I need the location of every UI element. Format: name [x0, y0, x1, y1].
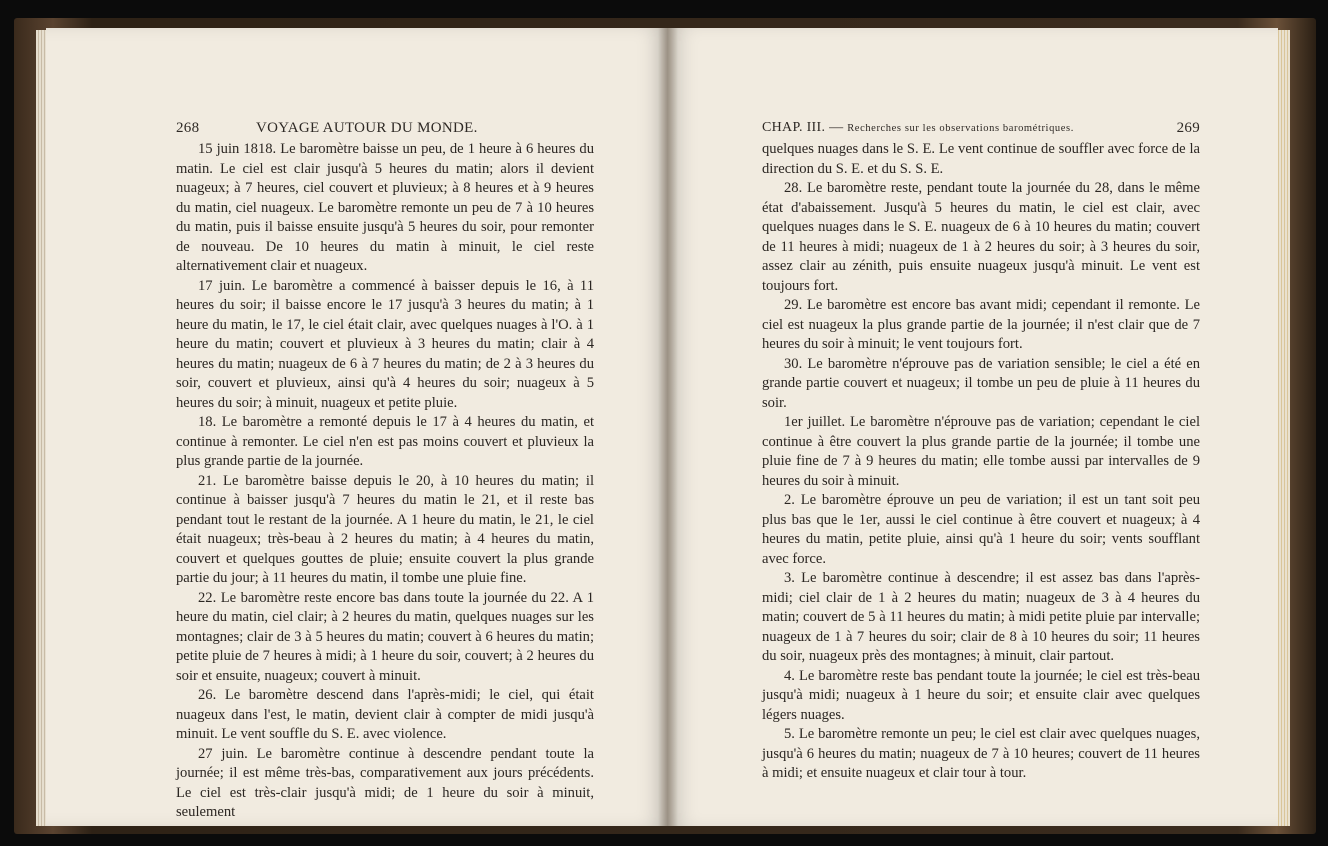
paragraph: 30. Le baromètre n'éprouve pas de variation sensible; le ciel a été en grande partie couvert et nuageux; il tombe un peu de pluie à 11 heures du soir.: [762, 355, 1200, 411]
chapter-title: Recherches sur les observations barométriques.: [847, 123, 1074, 134]
page-number: 269: [1176, 120, 1200, 136]
paragraph: 17 juin. Le baromètre a commencé à baisser depuis le 16, à 11 heures du soir; il baisse encore le 17 jusqu'à 3 heures du matin; à 1 heure du matin, le 17, le ciel était clair, avec quelques nuages à l'O. à 1 heure du matin; couvert et pluvieux à 3 heures du matin; clair à 4 heures du matin; nuageux de 6 à 7 heures du matin; de 2 à 3 heures du soir, couvert et pluvieux, ainsi qu'à 4 heures du soir; nuageux à 5 heures du soir; à minuit, nuageux et petite pluie.: [176, 277, 594, 411]
paragraph: 4. Le baromètre reste bas pendant toute la journée; le ciel est très-beau jusqu'à midi; nuageux à 1 heure du soir; et ensuite clair avec quelques légers nuages.: [762, 667, 1200, 723]
page-edges-right: [1276, 30, 1290, 826]
paragraph: 22. Le baromètre reste encore bas dans toute la journée du 22. A 1 heure du matin, ciel clair; à 2 heures du matin, quelques nuages sur les montagnes; clair de 3 à 5 heures du matin; couvert à 6 heures du matin; petite pluie de 7 heures à midi; à 1 heure du soir, couvert; à 2 heures du soir et ensuite, nuageux; couvert à minuit.: [176, 589, 594, 684]
paragraph: 15 juin 1818. Le baromètre baisse un peu, de 1 heure à 6 heures du matin. Le ciel est clair jusqu'à 5 heures du matin; alors il devient nuageux; à 7 heures, ciel couvert et pluvieux; à 8 heures et à 9 heures du matin, ciel nuageux. Le baromètre remonte un peu de 7 à 10 heures du matin, puis il baisse ensuite jusqu'à 5 heures du soir, pour remonter de nouveau. De 10 heures du matin à minuit, le ciel reste alternativement clair et nuageux.: [176, 141, 594, 274]
running-head: [762, 120, 1074, 136]
left-page-body: [176, 140, 594, 823]
paragraph: 1er juillet. Le baromètre n'éprouve pas de variation; cependant le ciel continue à être couvert la plus grande partie de la journée; il tombe une pluie fine de 7 à 9 heures du matin; elle tombe aussi par intervalles de 9 heures du soir à minuit.: [762, 414, 1200, 489]
left-page: [46, 28, 668, 826]
paragraph: 2. Le baromètre éprouve un peu de variation; il est un tant soit peu plus bas que le 1er, aussi le ciel continue à être couvert et nuageux; à 4 heures du matin, petite pluie, ainsi qu'à 1 heure du soir; vents soufflant avec force.: [762, 492, 1200, 567]
book-gutter: [658, 28, 678, 826]
page-number: 268: [176, 120, 200, 136]
paragraph: quelques nuages dans le S. E. Le vent continue de souffler avec force de la direction du S. E. et du S. S. E.: [762, 141, 1200, 177]
paragraph: 27 juin. Le baromètre continue à descendre pendant toute la journée; il est même très-bas, comparativement aux jours précédents. Le ciel est très-clair jusqu'à midi; de 1 heure du soir à minuit, seulement: [176, 745, 594, 820]
paragraph: 29. Le baromètre est encore bas avant midi; cependant il remonte. Le ciel est nuageux la plus grande partie de la journée; il n'est clair que de 7 heures du soir à minuit; le vent toujours fort.: [762, 297, 1200, 352]
paragraph: 21. Le baromètre baisse depuis le 20, à 10 heures du matin; il continue à baisser jusqu'à 7 heures du matin le 21, et il reste bas pendant tout le restant de la journée. A 1 heure du matin, le 21, le ciel était nuageux; très-beau à 2 heures du matin; à 4 heures du matin, couvert et quelques gouttes de pluie; ensuite couvert la plus grande partie du jour; à 11 heures du matin, il tombe une pluie fine.: [176, 472, 594, 586]
paragraph: 5. Le baromètre remonte un peu; le ciel est clair avec quelques nuages, jusqu'à 6 heures du matin; nuageux de 7 à 10 heures; couvert de 11 heures à midi; et ensuite nuageux et clair tour à tour.: [762, 726, 1200, 781]
paragraph: 18. Le baromètre a remonté depuis le 17 à 4 heures du matin, et continue à remonter. Le ciel n'en est pas moins couvert et pluvieux la plus grande partie de la journée.: [176, 414, 594, 469]
chapter-label: CHAP. III. —: [762, 120, 844, 135]
paragraph: 26. Le baromètre descend dans l'après-midi; le ciel, qui était nuageux dans l'est, le matin, devient clair à compter de midi jusqu'à minuit. Le vent souffle du S. E. avec violence.: [176, 687, 594, 742]
right-page-body: [762, 140, 1200, 784]
right-page: [668, 28, 1278, 826]
paragraph: 28. Le baromètre reste, pendant toute la journée du 28, dans le même état d'abaissement. Jusqu'à 5 heures du matin, le ciel est clair, avec quelques nuages dans le S. E. nuageux de 6 à 10 heures du matin; couvert de 11 heures à midi; nuageux de 1 à 2 heures du soir; à 3 heures du soir, assez clair au zénith, puis ensuite nuageux jusqu'à minuit. Le vent est toujours fort.: [762, 180, 1200, 294]
paragraph: 3. Le baromètre continue à descendre; il est assez bas dans l'après-midi; ciel clair de 1 à 2 heures du matin; nuageux de 3 à 4 heures du matin; couvert de 5 à 11 heures du matin; à midi petite pluie par intervalle; nuageux de 1 à 7 heures du soir; clair de 8 à 10 heures du soir; 11 heures du soir, nuageux près des montagnes; à minuit, clair partout.: [762, 570, 1200, 664]
running-head: VOYAGE AUTOUR DU MONDE.: [256, 120, 478, 136]
